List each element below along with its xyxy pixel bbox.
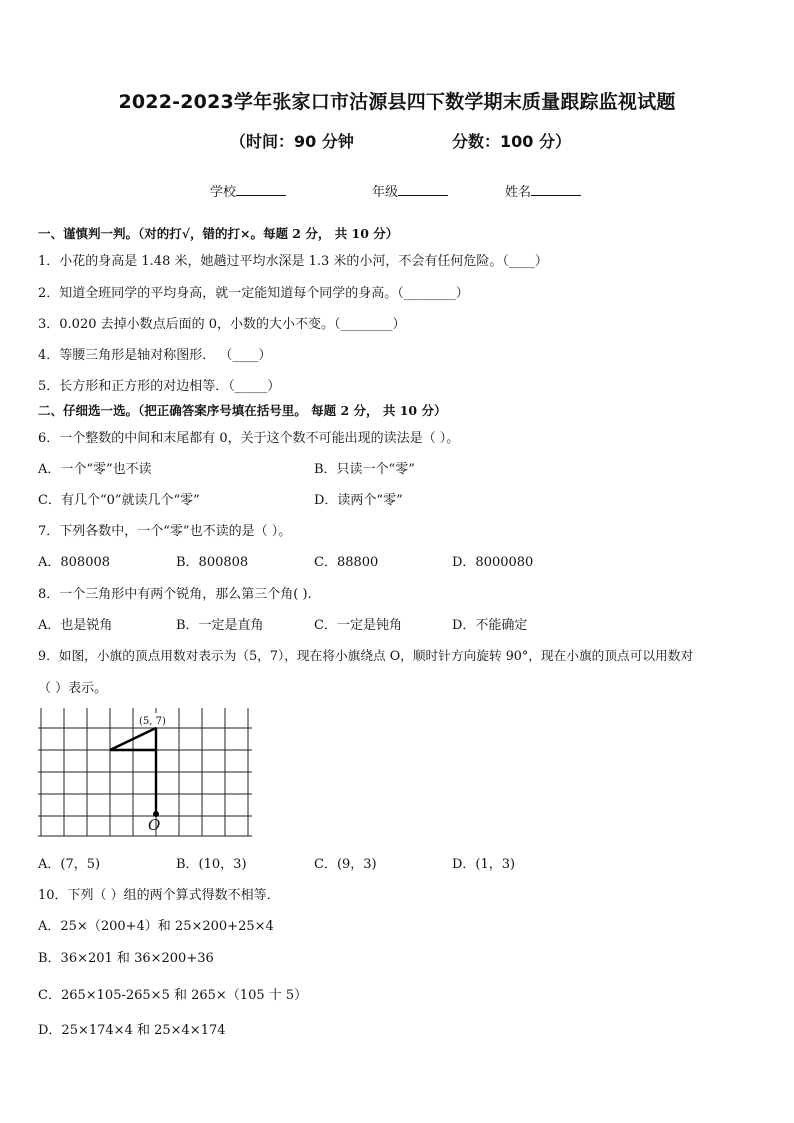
name-label: 姓名 bbox=[505, 185, 532, 200]
grade-blank[interactable] bbox=[398, 183, 448, 196]
vertex-label: (5, 7) bbox=[139, 716, 166, 727]
q9-option-b: B．(10，3) bbox=[176, 857, 247, 872]
q8-option-d: D．不能确定 bbox=[452, 618, 528, 633]
q9-option-c: C．(9，3) bbox=[314, 857, 377, 872]
q7-option-c: C．88800 bbox=[314, 555, 379, 570]
school-label: 学校 bbox=[210, 185, 237, 200]
q8-option-b: B．一定是直角 bbox=[176, 618, 264, 633]
origin-label: O bbox=[148, 816, 161, 834]
question-2: 2．知道全班同学的平均身高，就一定能知道每个同学的身高。（________） bbox=[38, 286, 469, 301]
q6-option-c: C．有几个“0”就读几个“零” bbox=[38, 493, 200, 508]
section1-heading: 一、谨慎判一判。（对的打√，错的打×。每题 2 分， 共 10 分） bbox=[38, 226, 399, 241]
question-1: 1．小花的身高是 1.48 米，她趟过平均水深是 1.3 米的小河，不会有任何危险。（____） bbox=[38, 254, 548, 269]
q8-option-a: A．也是锐角 bbox=[38, 618, 113, 633]
q7-option-b: B．800808 bbox=[176, 555, 249, 570]
section2-heading: 二、仔细选一选。（把正确答案序号填在括号里。 每题 2 分， 共 10 分） bbox=[38, 403, 447, 418]
question-10: 10．下列（ ）组的两个算式得数不相等． bbox=[38, 888, 280, 903]
q8-option-c: C．一定是钝角 bbox=[314, 618, 402, 633]
q10-option-b: B．36×201 和 36×200+36 bbox=[38, 951, 214, 966]
question-7: 7．下列各数中，一个“零”也不读的是（ ）。 bbox=[38, 524, 292, 539]
exam-score: 分数：100 分） bbox=[452, 132, 571, 151]
question-9-cont: （ ）表示。 bbox=[38, 681, 108, 696]
q6-option-b: B．只读一个“零” bbox=[314, 462, 415, 477]
q9-option-a: A．(7，5) bbox=[38, 857, 101, 872]
grade-field bbox=[372, 181, 448, 200]
exam-title: 2022-2023学年张家口市沽源县四下数学期末质量跟踪监视试题 bbox=[118, 91, 676, 113]
question-9: 9．如图，小旗的顶点用数对表示为（5，7），现在将小旗绕点 O，顺时针方向旋转 90°，现在小旗的顶点可以用数对 bbox=[38, 648, 694, 663]
q7-option-d: D．8000080 bbox=[452, 555, 534, 570]
question-3: 3．0.020 去掉小数点后面的 0，小数的大小不变。（________） bbox=[38, 317, 406, 332]
q10-option-d: D．25×174×4 和 25×4×174 bbox=[38, 1023, 226, 1038]
grid-lines bbox=[38, 708, 252, 836]
flag-grid-svg bbox=[38, 708, 256, 844]
name-field bbox=[505, 181, 581, 200]
q7-option-a: A．808008 bbox=[38, 555, 111, 570]
q10-option-c: C．265×105-265×5 和 265×（105 十 5） bbox=[38, 988, 308, 1003]
flag-grid-figure bbox=[38, 708, 256, 844]
question-5: 5．长方形和正方形的对边相等．（_____） bbox=[38, 379, 281, 394]
q9-option-d: D．(1，3) bbox=[452, 857, 516, 872]
name-blank[interactable] bbox=[531, 183, 581, 196]
q6-option-d: D．读两个“零” bbox=[314, 493, 403, 508]
school-field bbox=[210, 181, 286, 200]
question-4: 4．等腰三角形是轴对称图形． （____） bbox=[38, 348, 272, 363]
school-blank[interactable] bbox=[236, 183, 286, 196]
q6-option-a: A．一个“零”也不读 bbox=[38, 462, 152, 477]
question-8: 8．一个三角形中有两个锐角，那么第三个角( ). bbox=[38, 587, 312, 602]
grade-label: 年级 bbox=[372, 185, 399, 200]
exam-time: （时间：90 分钟 bbox=[230, 132, 354, 151]
question-6: 6．一个整数的中间和末尾都有 0，关于这个数不可能出现的读法是（ ）。 bbox=[38, 431, 460, 446]
q10-option-a: A．25×（200+4）和 25×200+25×4 bbox=[38, 919, 274, 934]
